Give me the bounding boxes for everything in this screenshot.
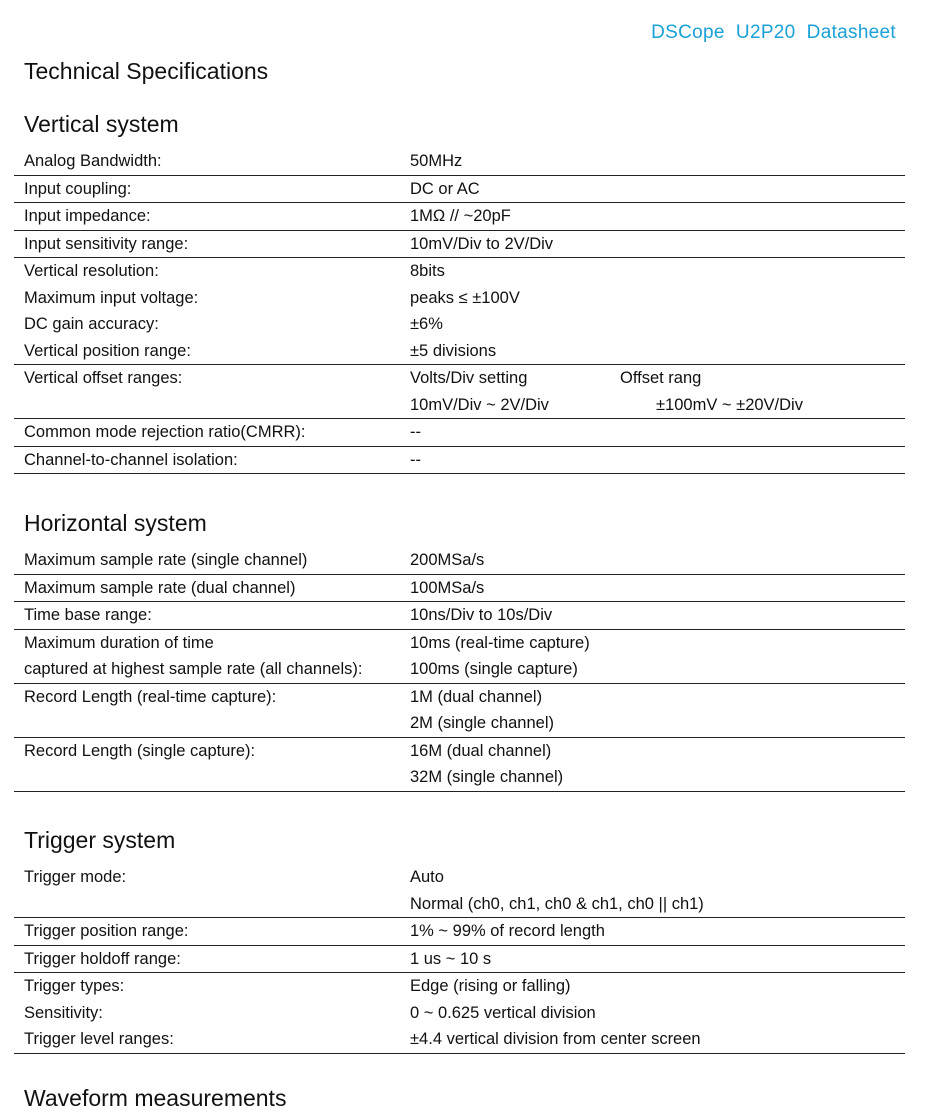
spec-label: Vertical position range: <box>24 341 191 360</box>
spec-row <box>14 148 905 176</box>
spec-label: Maximum sample rate (dual channel) <box>24 578 296 597</box>
spec-label: Input coupling: <box>24 179 132 198</box>
spec-row <box>14 547 905 575</box>
offset-col1-value: 10mV/Div ~ 2V/Div <box>410 395 549 414</box>
spec-row <box>14 575 905 603</box>
spec-label: Common mode rejection ratio(CMRR): <box>24 423 306 441</box>
spec-value: 1 us ~ 10 s <box>410 949 492 968</box>
spec-value: peaks ≤ ±100V <box>410 288 520 307</box>
spec-label: Record Length (real-time capture): <box>24 687 277 706</box>
offset-col2-header: Offset rang <box>620 369 702 387</box>
spec-value: 8bits <box>410 262 445 280</box>
section-title-trigger: Trigger system <box>24 827 176 853</box>
spec-value: 32M (single channel) <box>410 768 564 786</box>
section-title-waveform-partial: Waveform measurements <box>24 1085 287 1111</box>
spec-value: DC or AC <box>410 179 480 198</box>
spec-value: -- <box>410 450 421 469</box>
spec-label: Analog Bandwidth: <box>24 152 162 170</box>
vertical-system-section <box>14 110 905 474</box>
spec-value: 100ms (single capture) <box>410 660 578 678</box>
spec-row <box>14 176 905 204</box>
spec-row <box>14 258 905 285</box>
horizontal-system-section <box>14 509 905 792</box>
spec-value: 1% ~ 99% of record length <box>410 922 605 940</box>
spec-label: captured at highest sample rate (all channels): <box>24 660 363 678</box>
spec-label: Time base range: <box>24 606 152 624</box>
spec-value: 10ns/Div to 10s/Div <box>410 606 553 624</box>
spec-row <box>14 946 905 974</box>
page-title: Technical Specifications <box>24 58 269 84</box>
spec-row-record-realtime <box>14 684 905 738</box>
section-title-horizontal: Horizontal system <box>24 510 207 536</box>
spec-label: Maximum duration of time <box>24 633 214 652</box>
datasheet-header: DSCope U2P20 Datasheet <box>651 22 896 43</box>
spec-value: -- <box>410 423 421 441</box>
spec-value: Edge (rising or falling) <box>410 977 571 995</box>
offset-col1-header: Volts/Div setting <box>410 369 528 387</box>
spec-label: Input sensitivity range: <box>24 234 189 253</box>
spec-value: 2M (single channel) <box>410 714 554 732</box>
spec-row-offset <box>14 365 905 419</box>
spec-label: DC gain accuracy: <box>24 315 159 333</box>
spec-row <box>14 602 905 630</box>
spec-row <box>14 231 905 259</box>
spec-row <box>14 1000 905 1027</box>
spec-value: 100MSa/s <box>410 578 485 597</box>
spec-value: 200MSa/s <box>410 551 485 569</box>
spec-row <box>14 203 905 231</box>
spec-value: 16M (dual channel) <box>410 741 552 760</box>
spec-value: 1M (dual channel) <box>410 687 543 706</box>
spec-row <box>14 918 905 946</box>
spec-row-trigger-mode <box>14 864 905 918</box>
spec-row <box>14 1026 905 1054</box>
spec-value: Normal (ch0, ch1, ch0 & ch1, ch0 || ch1) <box>410 894 704 913</box>
section-title-vertical: Vertical system <box>24 111 179 137</box>
spec-label: Record Length (single capture): <box>24 741 256 760</box>
spec-value: ±5 divisions <box>410 341 497 360</box>
spec-label: Trigger mode: <box>24 868 127 886</box>
spec-value: ±6% <box>410 315 443 333</box>
spec-value: 10mV/Div to 2V/Div <box>410 234 554 253</box>
spec-label: Trigger level ranges: <box>24 1030 174 1048</box>
spec-label: Vertical offset ranges: <box>24 369 183 387</box>
spec-label: Input impedance: <box>24 207 151 225</box>
spec-value: 10ms (real-time capture) <box>410 633 590 652</box>
spec-label: Trigger position range: <box>24 922 189 940</box>
spec-row <box>14 419 905 447</box>
spec-row <box>14 311 905 338</box>
spec-row <box>14 447 905 475</box>
offset-col2-value: ±100mV ~ ±20V/Div <box>656 395 803 414</box>
spec-label: Trigger holdoff range: <box>24 949 181 968</box>
spec-label: Maximum input voltage: <box>24 288 199 307</box>
spec-value: 50MHz <box>410 152 463 170</box>
spec-value: 0 ~ 0.625 vertical division <box>410 1003 596 1022</box>
spec-row <box>14 285 905 312</box>
spec-label: Sensitivity: <box>24 1003 103 1022</box>
spec-row <box>14 973 905 1000</box>
spec-label: Trigger types: <box>24 977 125 995</box>
spec-row-record-single <box>14 738 905 792</box>
spec-value: ±4.4 vertical division from center screen <box>410 1030 701 1048</box>
spec-row <box>14 338 905 366</box>
spec-value: Auto <box>410 868 444 886</box>
spec-row-duration <box>14 630 905 684</box>
spec-value: 1MΩ // ~20pF <box>410 207 511 225</box>
spec-label: Maximum sample rate (single channel) <box>24 551 308 569</box>
trigger-system-section <box>14 826 905 1054</box>
spec-label: Vertical resolution: <box>24 262 159 280</box>
spec-label: Channel-to-channel isolation: <box>24 450 238 469</box>
